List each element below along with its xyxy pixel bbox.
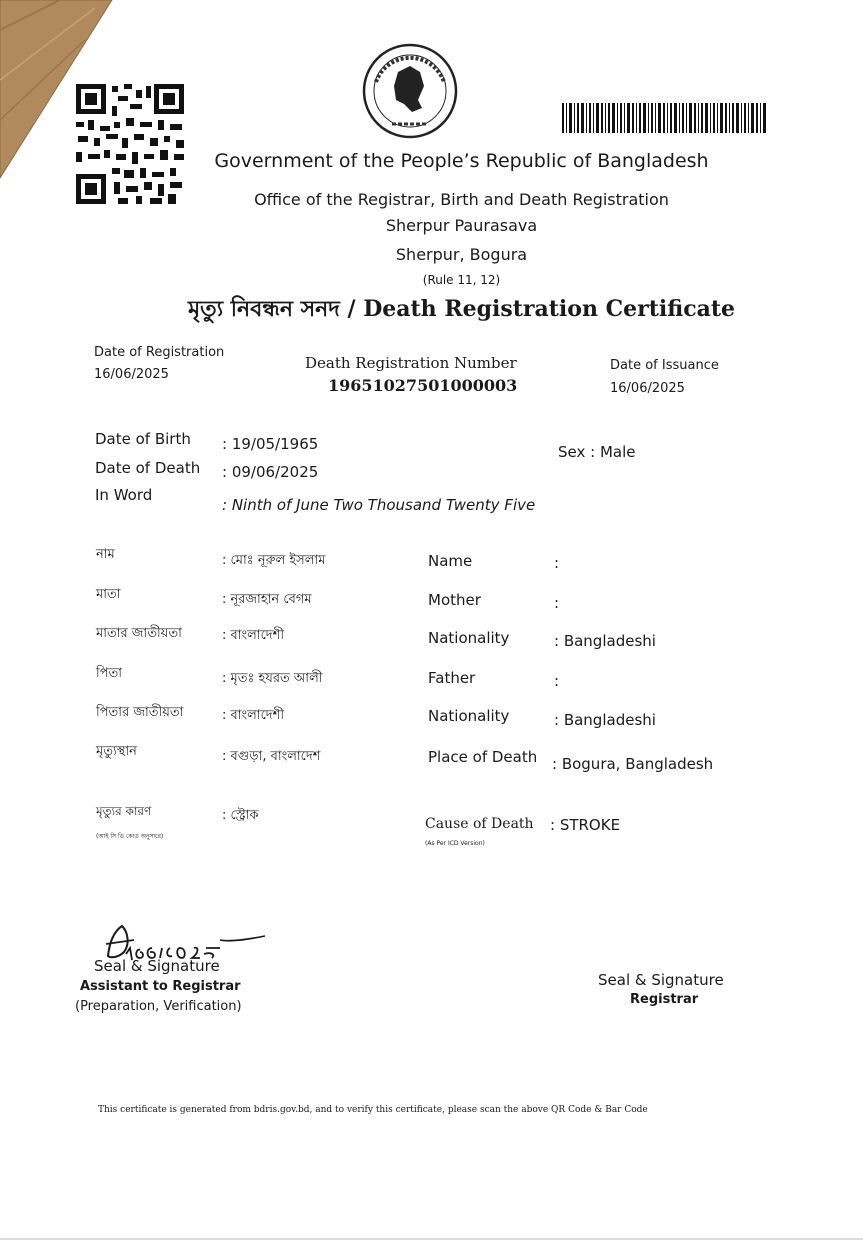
cause-of-death-value: : STROKE (550, 816, 621, 834)
bn-father-value: : মৃতঃ হযরত আলী (222, 671, 323, 686)
in-word-label: In Word (95, 486, 153, 504)
place-of-death-label: Place of Death (428, 748, 538, 766)
bn-name-label: নাম (96, 547, 115, 562)
certificate-title: মৃত্যু নিবন্ধন সনদ / Death Registration Certificate (187, 296, 736, 322)
registrar-label: Registrar (630, 992, 699, 1007)
bn-cause-note: (আই সি ডি কোড অনুসারে) (96, 833, 164, 840)
cause-of-death-note: (As Per ICD Version) (425, 840, 485, 847)
registrar-seal-signature-label: Seal & Signature (598, 971, 724, 989)
bn-cause-value: : স্ট্রোক (222, 808, 259, 823)
bn-cause-label: মৃত্যুর কারণ (96, 804, 152, 818)
qr-code-icon (74, 82, 186, 206)
registration-number-value: 19651027501000003 (328, 376, 518, 395)
location-heading: Sherpur, Bogura (395, 245, 528, 264)
sex-value: Sex : Male (558, 443, 636, 461)
bn-place-of-death-label: মৃত্যুস্থান (96, 744, 137, 759)
office-heading: Office of the Registrar, Birth and Death Registration (254, 190, 669, 209)
bn-father-nationality-value: : বাংলাদেশী (222, 708, 285, 723)
death-date-label: Date of Death (95, 459, 201, 477)
mother-nationality-label: Nationality (428, 629, 510, 647)
paurasava-heading: Sherpur Paurasava (385, 216, 538, 235)
mother-value: : (554, 594, 560, 612)
registration-number-label: Death Registration Number (305, 354, 517, 372)
bn-father-label: পিতা (96, 666, 123, 681)
death-date-value: : 09/06/2025 (222, 463, 319, 481)
registration-date-value: 16/06/2025 (94, 367, 169, 382)
birth-date-value: : 19/05/1965 (222, 435, 319, 453)
footer-note: This certificate is generated from bdris.gov.bd, and to verify this certificate, please scan the above QR Code & Bar Code (98, 1105, 648, 1115)
father-value: : (554, 672, 560, 690)
bn-father-nationality-label: পিতার জাতীয়তা (96, 705, 184, 720)
rule-heading: (Rule 11, 12) (422, 273, 501, 287)
place-of-death-value: : Bogura, Bangladesh (552, 755, 714, 773)
barcode-icon (562, 103, 768, 133)
name-value: : (554, 554, 560, 572)
bn-name-value: : মোঃ নূরুল ইসলাম (222, 553, 326, 568)
mother-nationality-value: : Bangladeshi (554, 632, 656, 650)
father-label: Father (428, 669, 476, 687)
preparation-verification-label: (Preparation, Verification) (75, 999, 242, 1014)
father-nationality-label: Nationality (428, 707, 510, 725)
government-seal-icon (362, 42, 458, 140)
in-word-value: : Ninth of June Two Thousand Twenty Five (222, 496, 536, 514)
page-bottom-edge (0, 1238, 863, 1240)
issuance-date-value: 16/06/2025 (610, 381, 685, 396)
bn-mother-label: মাতা (96, 587, 121, 602)
bn-mother-nationality-label: মাতার জাতীয়তা (96, 626, 182, 641)
cause-of-death-label: Cause of Death (425, 816, 534, 832)
mother-label: Mother (428, 591, 481, 609)
name-label: Name (428, 552, 473, 570)
bn-place-of-death-value: : বগুড়া, বাংলাদেশ (222, 749, 321, 764)
government-heading: Government of the People’s Republic of Bangladesh (214, 150, 709, 172)
issuance-date-label: Date of Issuance (610, 358, 719, 373)
father-nationality-value: : Bangladeshi (554, 711, 656, 729)
bn-mother-value: : নূরজাহান বেগম (222, 592, 312, 607)
bn-mother-nationality-value: : বাংলাদেশী (222, 628, 285, 643)
assistant-to-registrar-label: Assistant to Registrar (80, 979, 241, 994)
birth-date-label: Date of Birth (95, 430, 191, 448)
registration-date-label: Date of Registration (94, 345, 225, 360)
assistant-seal-signature-label: Seal & Signature (94, 957, 220, 975)
